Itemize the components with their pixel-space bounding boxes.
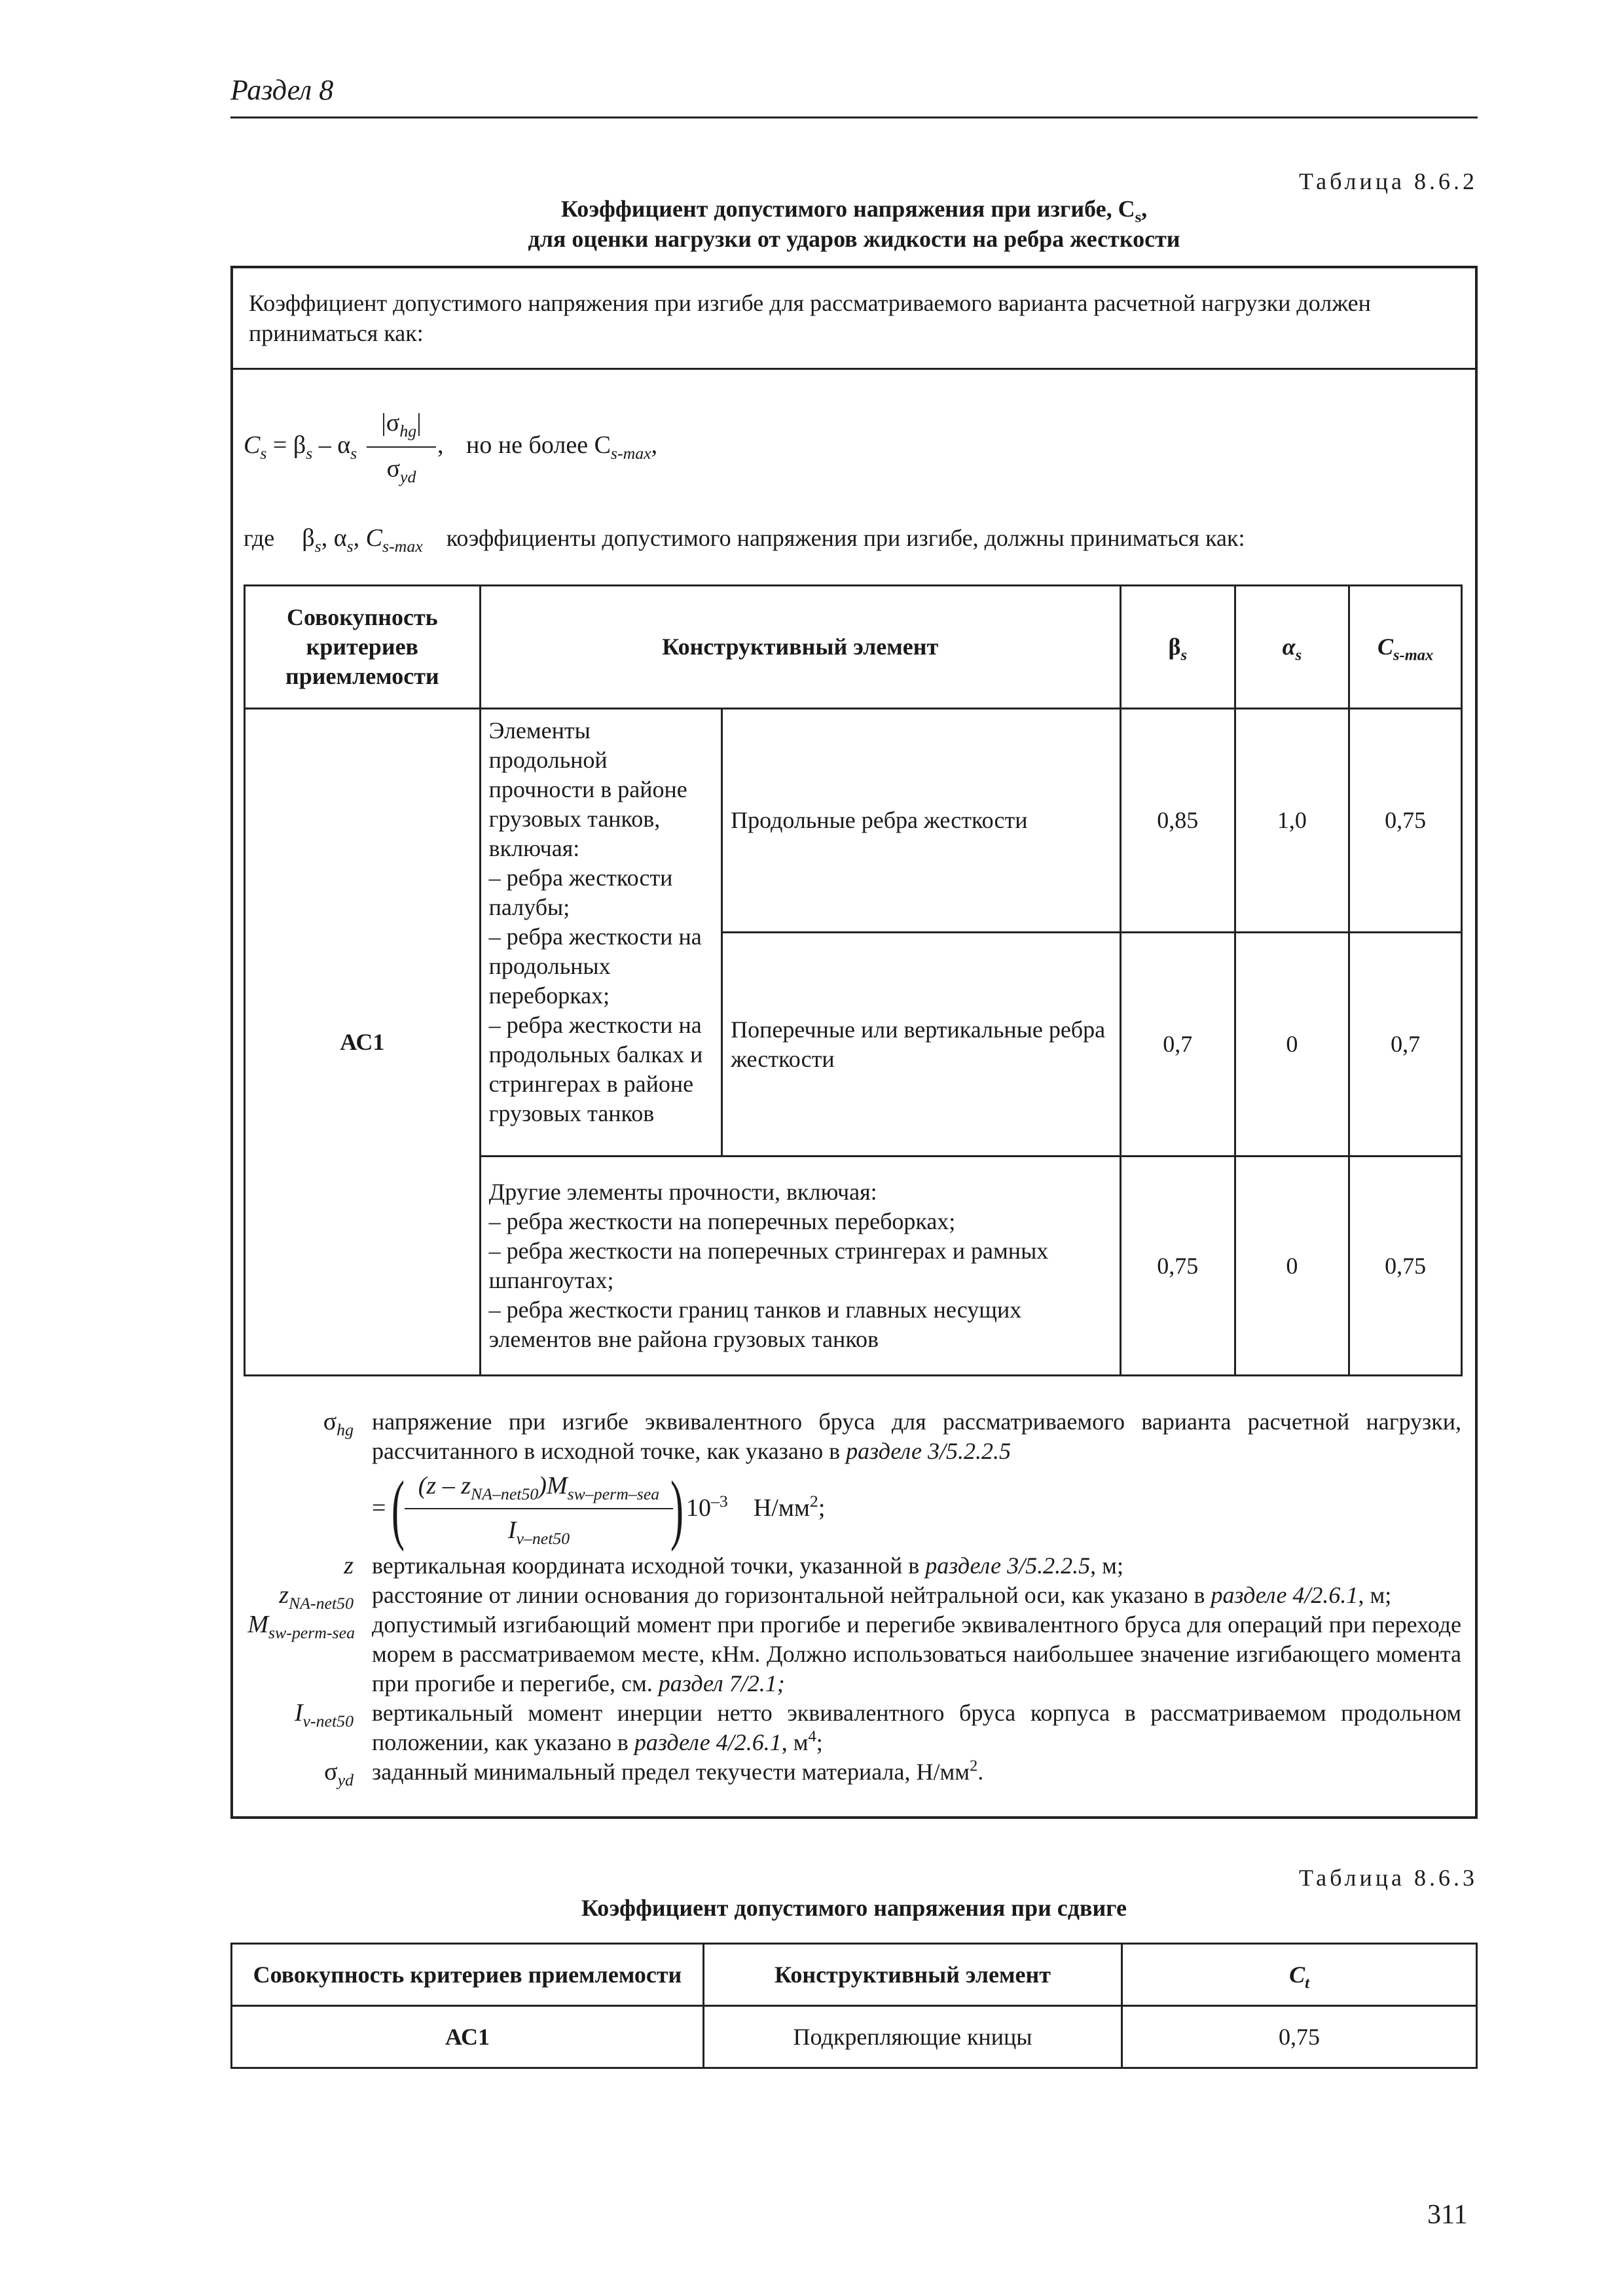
def-m-sw-text: допустимый изгибающий момент при прогибе и перегибе эквивалентного бруса для операций при переходе морем в рассматриваемом месте, кНм. Должно использоваться наибольшее значение изгибающего момента при прогибе и перегибе, см. раздел 7/2.1; <box>372 1611 1461 1696</box>
formula-sigma-numerator: $(z - z_{NA-net50})M_{sw-perm-sea}$ <box>418 1472 660 1504</box>
shear-coefficient-table <box>230 1943 1478 2069</box>
formula-paren-open: ( <box>392 1465 405 1552</box>
def-sigma-hg-symbol: $\sigma_{hg}$ <box>323 1408 354 1440</box>
table-row <box>232 2006 1477 2068</box>
formula-cs-fraction-bar <box>367 446 436 448</box>
cmax-cell: 0,75 <box>1349 709 1462 933</box>
def-i-v-text: вертикальный момент инерции нетто эквивалентного бруса корпуса в рассматриваемом продольном положении, как указано в разделе 4/2.6.1, $м^4$; <box>372 1700 1461 1755</box>
formula-sigma-fraction-bar <box>405 1508 673 1509</box>
formula-cs-lhs: $C_s = \beta_s - \alpha_s$ <box>244 431 357 463</box>
page-number: 311 <box>1427 2200 1468 2230</box>
beta-cell: 0,7 <box>1120 933 1235 1157</box>
ct-cell: 0,75 <box>1122 2006 1477 2068</box>
def-m-sw-symbol: $M_{sw-perm-sea}$ <box>247 1611 355 1643</box>
col-beta-header: $\beta_s$ <box>1120 586 1235 709</box>
criteria-cell: АС1 <box>232 2006 704 2068</box>
coefficients-header-row <box>245 586 1462 709</box>
formula-cs-limit: но не более $C_{s-max}$, <box>466 431 658 463</box>
table-863-title: Коэффициент допустимого напряжения при сдвиге <box>581 1895 1127 1921</box>
def-sigma-yd-text: заданный минимальный предел текучести материала, $Н/мм^2$. <box>372 1757 984 1785</box>
table-862-title-line2: для оценки нагрузки от ударов жидкости на ребра жесткости <box>528 226 1180 252</box>
alpha-cell: 0 <box>1235 933 1349 1157</box>
formula-sigma-eq: = <box>372 1494 386 1522</box>
col-criteria-header: Совокупность критериев приемлемости <box>245 586 481 709</box>
alpha-cell: 0 <box>1235 1157 1349 1376</box>
element-cell: Продольные ребра жесткости <box>722 709 1121 933</box>
element-cell: Подкрепляющие кницы <box>703 2006 1122 2068</box>
col-alpha-header: $\alpha_s$ <box>1235 586 1349 709</box>
def-i-v-symbol: $I_{v-net50}$ <box>294 1699 354 1731</box>
formula-cs-denominator: $\sigma_{yd}$ <box>386 455 416 487</box>
section-header: Раздел 8 <box>230 74 334 106</box>
cmax-cell: 0,7 <box>1349 933 1462 1157</box>
element-cell: Другие элементы прочности, включая: – ребра жесткости на поперечных переборках; – ребра жесткости на поперечных стрингерах и рамных шпангоутах; – ребра жесткости границ танков и главных несущих элементов вне района грузовых танков <box>480 1157 1120 1376</box>
formula-cs-comma: , <box>437 431 444 459</box>
col-element-header: Конструктивный элемент <box>480 586 1120 709</box>
col-cmax-header: $C_{s-max}$ <box>1349 586 1462 709</box>
def-sigma-hg-text: напряжение при изгибе эквивалентного бруса для рассматриваемого варианта расчетной нагрузки, рассчитанного в исходной точке, как указано в разделе 3/5.2.2.5 <box>372 1408 1461 1464</box>
beta-cell: 0,85 <box>1120 709 1235 933</box>
table-862-title-line1: Коэффициент допустимого напряжения при изгибе, $C_s$, <box>560 196 1148 226</box>
shear-header-row <box>232 1944 1477 2006</box>
coefficients-table <box>244 584 1463 1376</box>
formula-cs-numerator: $|\sigma_{hg}|$ <box>381 409 422 441</box>
table-862-label: Таблица 8.6.2 <box>1299 168 1478 194</box>
table-863-label: Таблица 8.6.3 <box>1299 1865 1478 1891</box>
table-row <box>245 709 1462 933</box>
group-label-cell: Элементы продольной прочности в районе грузовых танков, включая: – ребра жесткости палубы; – ребра жесткости на продольных переборках; – ребра жесткости на продольных балках и стрингерах в районе грузовых танков <box>480 709 721 1157</box>
header-rule <box>230 117 1478 118</box>
cmax-cell: 0,75 <box>1349 1157 1462 1376</box>
def-z-na-text: расстояние от линии основания до горизонтальной нейтральной оси, как указано в разделе 4/2.6.1, м; <box>372 1582 1392 1608</box>
def-z-symbol: z <box>344 1552 354 1579</box>
formula-sigma-power: $10^{-3}$ $Н/мм^2$; <box>686 1491 826 1522</box>
formula-paren-close: ) <box>670 1465 684 1552</box>
table-862-intro: Коэффициент допустимого напряжения при изгибе для рассматриваемого варианта расчетной нагрузки должен приниматься как: <box>249 290 1371 346</box>
def-sigma-yd-symbol: $\sigma_{yd}$ <box>324 1758 354 1790</box>
alpha-cell: 1,0 <box>1235 709 1349 933</box>
col-ct-header: $C_t$ <box>1122 1944 1477 2006</box>
intro-divider <box>233 368 1475 370</box>
table-862-title <box>230 194 1478 254</box>
col-element-header: Конструктивный элемент <box>703 1944 1122 2006</box>
def-z-na-symbol: $z_{NA-net50}$ <box>279 1581 354 1613</box>
formula-sigma-denominator: $I_{v-net50}$ <box>507 1516 570 1549</box>
where-line: где $\beta_s$, $\alpha_s$, $C_{s-max}$ коэффициенты допустимого напряжения при изгибе, должны приниматься как: <box>244 524 1245 556</box>
beta-cell: 0,75 <box>1120 1157 1235 1376</box>
col-criteria-header: Совокупность критериев приемлемости <box>232 1944 704 2006</box>
criteria-cell: АС1 <box>245 709 481 1376</box>
def-z-text: вертикальная координата исходной точки, указанной в разделе 3/5.2.2.5, м; <box>372 1552 1123 1579</box>
element-cell: Поперечные или вертикальные ребра жесткости <box>722 933 1121 1157</box>
